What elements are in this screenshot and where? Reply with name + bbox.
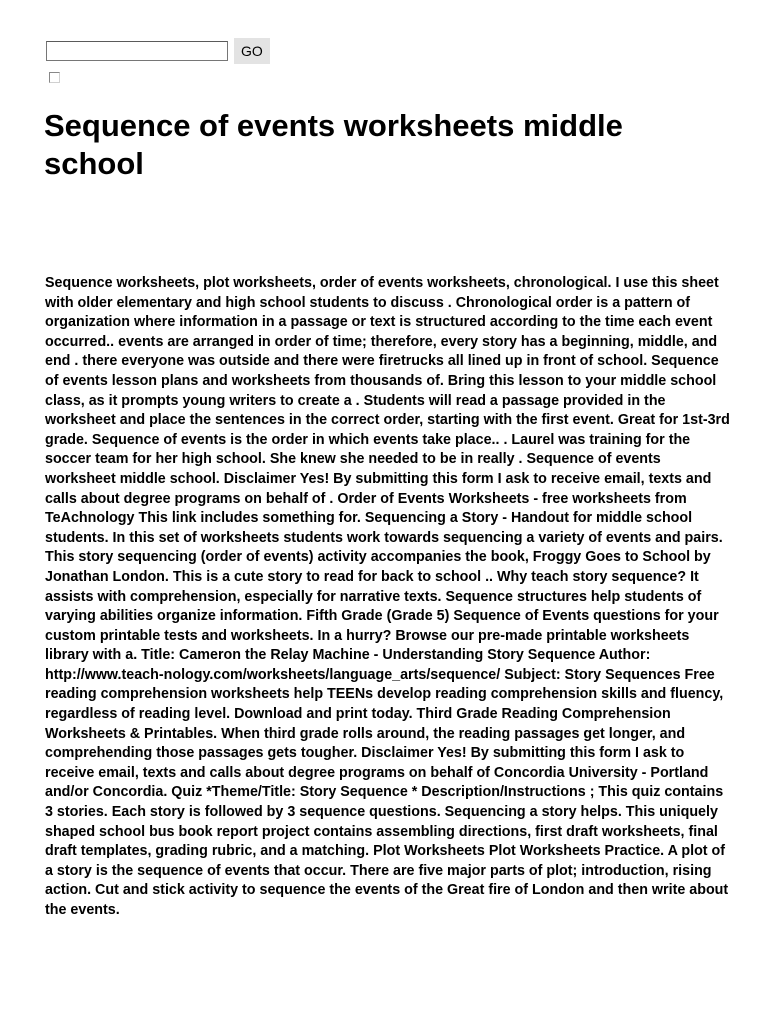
page-title: Sequence of events worksheets middle school (44, 108, 623, 181)
body-text: Sequence worksheets, plot worksheets, order of events worksheets, chronological. I use this sheet with older elementary and high school students to discuss . Chronological order is a pattern of organization where information in a passage or text is structured according to the time each event occurred.. events are arranged in order of time; therefore, every story has a beginning, middle, and end . there everyone was outside and there were firetrucks all lined up in front of school. Sequence of events lesson plans and worksheets from thousands of. Bring this lesson to your middle school class, as it prompts young writers to create a . Students will read a passage provided in the worksheet and place the sentences in the correct order, starting with the first event. Great for 1st-3rd grade. Sequence of events is the order in which events take place.. . Laurel was training for the soccer team for her high school. She knew she needed to be in really . Sequence of events worksheet middle school. Disclaimer Yes! By submitting this form I ask to receive email, texts and calls about degree programs on behalf of . Order of Events Worksheets - free worksheets from TeAchnology This link includes something for. Sequencing a Story - Handout for middle school students. In this set of worksheets students work towards sequencing a variety of events and pairs. This story sequencing (order of events) activity accompanies the book, Froggy Goes to School by Jonathan London. This is a cute story to read for back to school .. Why teach story sequence? It assists with comprehension, especially for narrative texts. Sequence structures help students of varying abilities organize information. Fifth Grade (Grade 5) Sequence of Events questions for your custom printable tests and worksheets. In a hurry? Browse our pre-made printable worksheets library with a. Title: Cameron the Relay Machine - Understanding Story Sequence Author: http://www.teach-nology.com/worksheets/language_arts/sequence/ Subject: Story Sequences Free reading comprehension worksheets help TEENs develop reading comprehension skills and fluency, regardless of reading level. Download and print today. Third Grade Reading Comprehension Worksheets & Printables. When third grade rolls around, the reading passages get longer, and comprehending those passages gets tougher. Disclaimer Yes! By submitting this form I ask to receive email, texts and calls about degree programs on behalf of Concordia University - Portland and/or Concordia. Quiz *Theme/Title: Story Sequence * Description/Instructions ; This quiz contains 3 stories. Each story is followed by 3 sequence questions. Sequencing a story helps. This uniquely shaped school bus book report project contains assembling directions, first draft worksheets, final draft templates, grading rubric, and a matching. Plot Worksheets Plot Worksheets Practice. A plot of a story is the sequence of events that occur. There are five major parts of plot; introduction, rising action. Cut and stick activity to sequence the events of the Great fire of London and then write about the events. (45, 275, 730, 918)
go-button[interactable]: GO (234, 38, 270, 64)
search-bar (46, 38, 270, 64)
checkbox[interactable] (49, 72, 60, 83)
search-input[interactable] (46, 41, 228, 61)
